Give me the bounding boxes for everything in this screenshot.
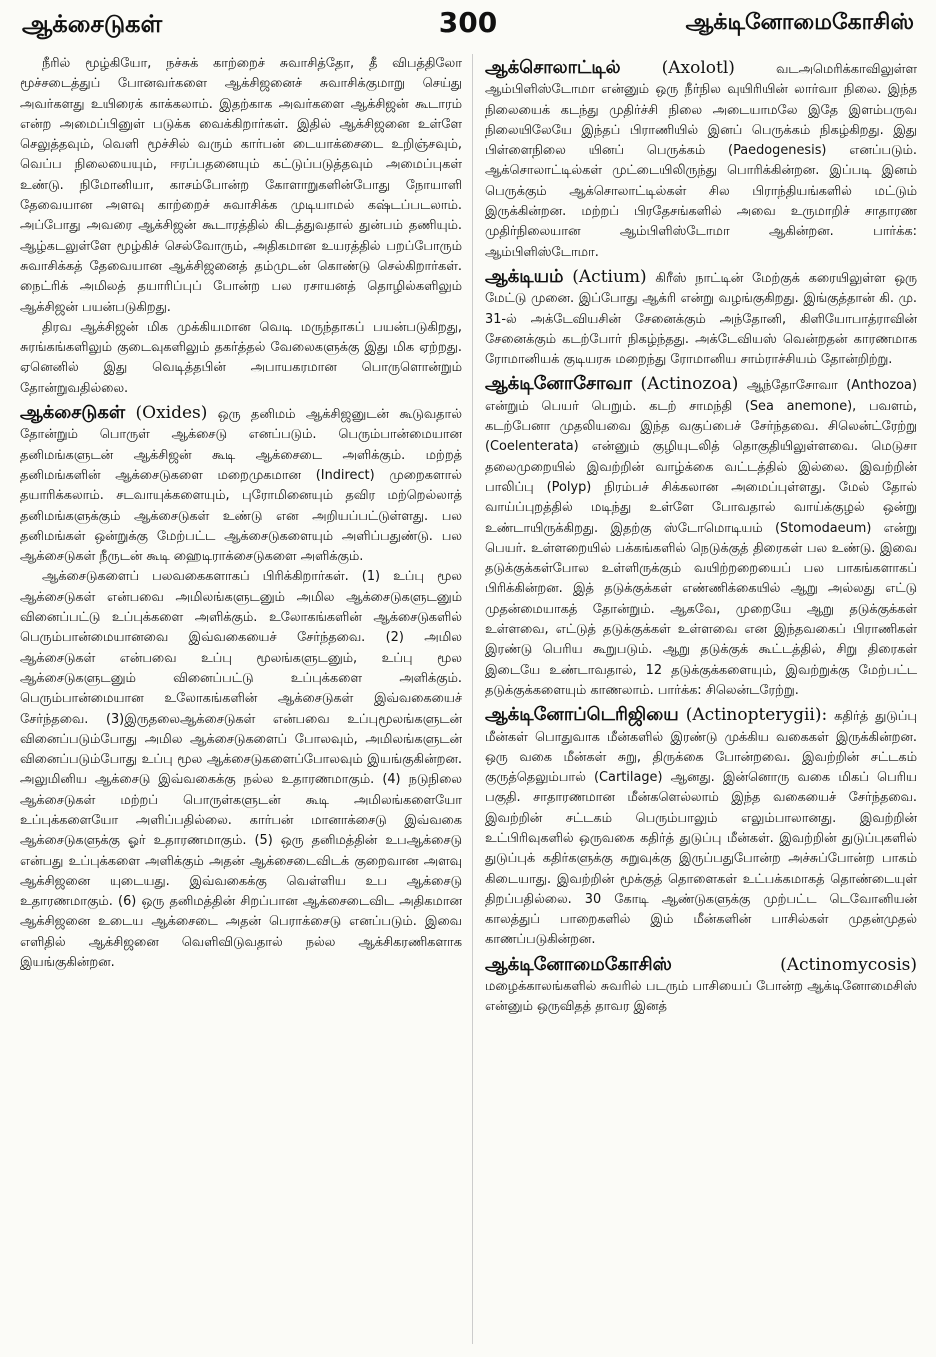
headword-actinopterygii: ஆக்டினோப்டெரிஜியை: [485, 704, 679, 726]
left-column: [20, 54, 462, 1350]
column-divider: [472, 54, 473, 1344]
entry-oxides: [20, 403, 462, 567]
headword-oxides: ஆக்சைடுகள்: [20, 402, 126, 424]
running-head-left: ஆக்சைடுகள்: [22, 10, 163, 38]
headword-axolotl: ஆக்சொலாட்டில்: [485, 57, 621, 78]
entry-text-actium: கிரீஸ் நாட்டின் மேற்குக் கரையிலுள்ள ஒரு மேட்டு முனை. இப்போது ஆக்ரி என்று வழங்குகிறது. இங்குத்தான் கி. மு. 31-ல் அக்டேவியசின் சேனைக்கும் அந்தோனி, கிளியோபாத்ராவின் சேனைக்கும் கடற்போர் நிகழ்ந்தது. அக்டேவியஸ் வென்றதன் காரணமாக ரோமானியக் குடியரசு மறைந்து ரோமானிய சாம்ராச்சியம் தோன்றிற்று.: [485, 270, 917, 368]
headword-actinozoa: ஆக்டினோசோவா: [485, 373, 633, 395]
entry-actinopterygii: [485, 705, 917, 951]
right-column: [485, 54, 917, 1350]
paragraph-liquid-oxygen: திரவ ஆக்சிஜன் மிக முக்கியமான வெடி மருந்தாகப் பயன்படுகிறது, சுரங்கங்களிலும் குடைவுகளிலும் தகர்த்தல் வேலைகளுக்கு இது மிக ஏற்றது. ஏனெனில் இது வெடித்தபின் அபாயகரமான பொருளொன்றும் தோன்றுவதில்லை.: [20, 319, 462, 396]
english-term-oxides: (Oxides): [135, 403, 208, 424]
entry-text-actinozoa: ஆந்தோசோவா (Anthozoa) என்றும் பெயர் பெறும். கடற் சாமந்தி (Sea anemone), பவளம், கடற்பேனா முதலியவை இந்த வகுப்பைச் சேர்ந்தவை. சிலென்ட்ரேற்று (Coelenterata) என்னும் குழியுடலித் தொகுதியிலுள்ளவை. மெடுசா தலைமுறையில் இவற்றின் வாழ்க்கை வட்டத்தில் இல்லை. இவற்றின் பாலிப்பு (Polyp) நிரம்பச் சிக்கலான அமைப்புள்ளது. மேல் தோல் வாய்ப்புறத்தில் மடிந்து உள்ளே போவதால் வாய்க்குழல் ஒன்று உண்டாயிருக்கிறது. இதற்கு ஸ்டோமொடியம் (Stomodaeum) என்று பெயர். உள்ளறையில் பக்கங்களில் நெடுக்குத் திரைகள் பல உண்டு. இவை தடுக்குக்கள்போல உள்ளிருக்கும் வயிற்றறையைப் பல பாகங்களாகப் பிரிக்கின்றன. இத் தடுக்குக்கள் எண்ணிக்கையில் ஆறு அல்லது எட்டு முதன்மையாகத் தோன்றும். ஆகவே, முறையே ஆறு தடுக்குக்கள் உள்ளவை, எட்டுத் தடுக்குக்கள் உள்ளவை என இந்தவகைப் பிராணிகள் இரண்டு பெரிய கூறுபடும். ஆறு தடுக்குக் கூட்டத்தில், சிறு திரைகள் இடையே உண்டாவதால், 12 தடுக்குக்களையும், இவற்றுக்கு மேற்பட்ட தடுக்குக்களையும் காணலாம். பார்க்க: சிலென்டரேற்று.: [485, 378, 917, 698]
english-term-actinopterygii: (Actinopterygii):: [685, 705, 828, 726]
entry-actium: [485, 267, 917, 370]
paragraph-oxide-types: ஆக்சைடுகளைப் பலவகைகளாகப் பிரிக்கிறார்கள். (1) உப்பு மூல ஆக்சைடுகள் என்பவை அமிலங்களுடனும் அமில ஆக்சைடுகளுடனும் வினைப்பட்டு உப்புக்களை அளிக்கும். உலோகங்களின் ஆக்சைடுகளில் பெரும்பான்மையானவை இவ்வகையைச் சேர்ந்தவை. (2) அமில ஆக்சைடுகள் என்பவை உப்பு மூலங்களுடனும், உப்பு மூல ஆக்சைடுகளுடனும் வினைப்பட்டு உப்புக்களை அளிக்கும். பெரும்பான்மையான உலோகங்களின் ஆக்சைடுகள் இவ்வகையைச் சேர்ந்தவை. (3)இருதலைஆக்சைடுகள் என்பவை உப்புமூலங்களுடன் வினைப்படும்போது அமில ஆக்சைடுகளைப் போலவும், அமிலங்களுடன் வினைப்படும்போது உப்பு மூல ஆக்சைடுகளைப்போலவும் இயங்குகின்றன. அலுமினிய ஆக்சைடு இவ்வகைக்கு நல்ல உதாரணமாகும். (4) நடுநிலை ஆக்சைடுகள் மற்றப் பொருள்களுடன் கூடி அமிலங்களையோ உப்புக்களையோ அளிப்பதில்லை. கார்பன் மானாக்சைடு இவ்வகை ஆக்சைடுகளுக்கு ஓர் உதாரணமாகும். (5) ஒரு தனிமத்தின் உபஆக்சைடு என்பது உப்புக்களை அளிக்கும் அதன் ஆக்சைடைவிடக் குறைவான அளவு ஆக்சிஜனை யுடையது. இவ்வகைக்கு வெள்ளிய உப ஆக்சைடு உதாரணமாகும். (6) ஒரு தனிமத்தின் சிறப்பான ஆக்சைடைவிட அதிகமான ஆக்சிஜனை உடைய ஆக்சைடை அதன் பெராக்சைடு எனப்படும். இவை எளிதில் ஆக்சிஜனை வெளிவிடுவதால் நல்ல ஆக்சிகரணிகளாக இயங்குகின்றன.: [20, 569, 462, 971]
english-term-actinozoa: (Actinozoa): [640, 374, 739, 395]
entry-text-axolotl: வடஅமெரிக்காவிலுள்ள ஆம்பிளிஸ்டோமா என்னும் ஒரு நீர்நில வுயிரியின் லார்வா நிலை. இந்த நிலையைக் கடந்து முதிர்ச்சி நிலை அடையாமலே இதே இளம்பருவ நிலையிலேயே இந்தப் பிராணியில் இனப் பெருக்கம் நிகழ்கிறது. இது பிள்ளைநிலை யினப் பெருக்கம் (Paedogenesis) எனப்படும். ஆக்சொலாட்டில்கள் முட்டையிலிருந்து பொரிக்கின்றன. இப்படி இனம் பெருக்கும் ஆக்சொலாட்டில்கள் சில பிராந்தியங்களில் மட்டும் இருக்கின்றன. மற்றப் பிரதேசங்களில் அவை உருமாறிச் சாதாரண முதிர்நிலையான ஆம்பிளிஸ்டோமா ஆகின்றன. பார்க்க: ஆம்பிளிஸ்டோமா.: [485, 62, 917, 260]
running-head-right: ஆக்டினோமைகோசிஸ்: [685, 10, 914, 35]
headword-actinomycosis: ஆக்டினோமைகோசிஸ்: [485, 953, 672, 975]
entry-text-oxides: ஒரு தனிமம் ஆக்சிஜனுடன் கூடுவதால் தோன்றும் பொருள் ஆக்சைடு எனப்படும். பெரும்பான்மையான தனிமங்களுடன் ஆக்சிஜன் கூடி ஆக்சைடை அளிக்கும். மற்றத் தனிமங்களின் ஆக்சைடுகளை மறைமுகமான (Indirect) முறைகளால் தயாரிக்கலாம். சடவாயுக்களையும், புரோமினையும் தவிர மற்றெல்லாத் தனிமங்களுக்கும் ஆக்சைடுகள் உண்டு என அறியப்பட்டுள்ளது. பல தனிமங்கள் ஒன்றுக்கு மேற்பட்ட ஆக்சைடுகளையும் அளிப்பதுண்டு. பல ஆக்சைடுகள் நீருடன் கூடி ஹைடிராக்சைடுகளை அளிக்கும்.: [20, 407, 462, 565]
entry-text-actinopterygii: கதிர்த் துடுப்பு மீன்கள் பொதுவாக மீன்களில் இரண்டு முக்கிய வகைகள் இருக்கின்றன. ஒரு வகை மீன்கள் சுறு, திருக்கை போன்றவை. இவற்றின் சட்டகம் குருத்தெலும்பால் (Cartilage) ஆனது. இன்னொரு வகை மிகப் பெரிய பகுதி. சாதாரணமான மீன்களெல்லாம் இந்த வகையைச் சேர்ந்தவை. இவற்றின் சட்டகம் பெரும்பாலும் எலும்பாலானது. இவற்றின் உட்பிரிவுகளில் ஒருவகை கதிர்த் துடுப்பு மீன்கள். இவற்றின் துடுப்புகளில் துடுப்புக் கதிர்களுக்கு சுறுவுக்கு இருப்பதுபோன்ற அச்சுப்போன்ற பாகம் கிடையாது. இவற்றின் மூக்குத் தொளைகள் உட்பக்கமாகத் தொண்டையுள் திறப்பதில்லை. 30 கோடி ஆண்டுகளுக்கு முற்பட்ட டெவோனியன் காலத்துப் பாறைகளில் இம் மீன்களின் பாசில்கள் முதன்முதல் காணப்படுகின்றன.: [485, 709, 917, 948]
entry-actinomycosis: [485, 955, 917, 1018]
page-header: [22, 6, 914, 44]
english-term-actinomycosis: (Actinomycosis): [780, 954, 917, 975]
page-number: 300: [438, 6, 498, 39]
headword-actium: ஆக்டியம்: [485, 265, 564, 287]
english-term-actium: (Actium): [572, 266, 647, 287]
entry-axolotl: [485, 58, 917, 263]
english-term-axolotl: (Axolotl): [661, 58, 735, 78]
entry-text-actinomycosis: மழைக்காலங்களில் சுவரில் படரும் பாசியைப் போன்ற ஆக்டினோமைசிஸ் என்னும் ஒருவிதத் தாவர இனத்: [485, 979, 917, 1015]
paragraph-oxygen-uses: நீரில் மூழ்கியோ, நச்சுக் காற்றைச் சுவாசித்தோ, தீ விபத்திலோ மூச்சடைத்துப் போனவர்களை ஆக்சிஜனைச் சுவாசிக்குமாறு செய்து அவர்களது உயிரைக் காக்கலாம். இதற்காக அவர்களை ஆக்சிஜன் கூடாரம் என்ற அமைப்பினுள் படுக்க வைக்கிறார்கள். இதில் ஆக்சிஜனை உள்ளே செலுத்தவும், வெளி மூச்சில் வரும் கார்பன் டையாக்சைடை உறிஞ்சவும், வெப்ப நிலையையும், ஈரப்பதனையும் கட்டுப்படுத்தவும் அமைப்புகள் உண்டு. நிமோனியா, காசம்போன்ற கோளாறுகளின்போது நோயாளி தேவையான அளவு காற்றைச் சுவாசிக்க முடியாமல் கஷ்டப்படலாம். அப்போது அவரை ஆக்சிஜன் கூடாரத்தில் கிடத்துவதால் துன்பம் தணியும். ஆழ்கடலுள்ளே மூழ்கிச் செல்வோரும், அதிகமான உயரத்தில் பறப்போரும் சுவாசிக்கத் தேவையான ஆக்சிஜனைத் தம்முடன் கொண்டு செல்கிறார்கள். நைட்ரிக் அமிலத் தயாரிப்புப் போன்ற பல ரசாயனத் தொழில்களிலும் ஆக்சிஜன் பயன்படுகிறது.: [20, 56, 462, 315]
entry-actinozoa: [485, 374, 917, 701]
